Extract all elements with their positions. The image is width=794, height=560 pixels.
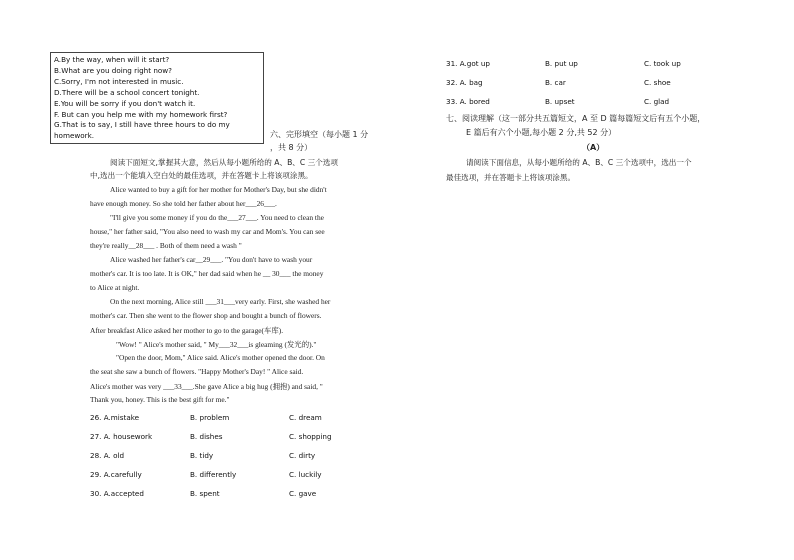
part-a-label: （A） bbox=[582, 143, 605, 152]
section7-instruction: 请阅读下面信息，从每小题所给的 A、B、C 三个选项中，选出一个 bbox=[466, 158, 692, 167]
box-option: C.Sorry, I'm not interested in music. bbox=[54, 76, 184, 86]
question-28-option-a: 28. A. old bbox=[90, 451, 125, 460]
section7-title-cont: E 篇后有六个小题,每小题 2 分,共 52 分） bbox=[466, 128, 617, 137]
passage-line: On the next morning, Alice still ___31___very early. First, she washed her bbox=[110, 297, 331, 306]
section6-title-cont: ，共 8 分） bbox=[270, 143, 313, 152]
passage-line: house," her father said, "You also need to wash my car and Mom's. You can see bbox=[90, 227, 325, 236]
question-27-option-a: 27. A. housework bbox=[90, 432, 153, 441]
question-31-option-c: C. took up bbox=[644, 59, 681, 68]
passage-line: they're really__28___ . Both of them need a wash " bbox=[90, 241, 242, 250]
question-30-option-c: C. gave bbox=[289, 489, 317, 498]
question-26-option-b: B. problem bbox=[190, 413, 230, 422]
question-32-option-c: C. shoe bbox=[644, 78, 671, 87]
passage-line: mother's car. It is too late. It is OK," her dad said when he __ 30___ the money bbox=[90, 269, 324, 278]
question-33-option-c: C. glad bbox=[644, 97, 670, 106]
question-26-option-c: C. dream bbox=[289, 413, 322, 422]
question-28-option-b: B. tidy bbox=[190, 451, 214, 460]
question-29-option-a: 29. A.carefully bbox=[90, 470, 142, 479]
box-option: E.You will be sorry if you don't watch it. bbox=[54, 98, 196, 108]
question-29-option-c: C. luckily bbox=[289, 470, 322, 479]
section6-title: 六、完形填空（每小题 1 分 bbox=[270, 130, 369, 139]
passage-line: Alice washed her father's car__29___. "You don't have to wash your bbox=[110, 255, 313, 264]
options-box bbox=[50, 52, 264, 144]
box-option: B.What are you doing right now? bbox=[54, 65, 172, 75]
passage-line: After breakfast Alice asked her mother to go to the garage(车库). bbox=[90, 326, 284, 335]
question-27-option-b: B. dishes bbox=[190, 432, 223, 441]
passage-line: "Wow! " Alice's mother said, " My___32___is gleaming (发光的)." bbox=[116, 340, 317, 349]
question-27-option-c: C. shopping bbox=[289, 432, 332, 441]
section7-instruction-cont: 最佳选项，并在答题卡上将该项涂黑。 bbox=[446, 173, 576, 182]
box-option: D.There will be a school concert tonight. bbox=[54, 87, 200, 97]
question-29-option-b: B. differently bbox=[190, 470, 237, 479]
passage-line: Thank you, honey. This is the best gift for me." bbox=[90, 395, 230, 404]
section6-instruction-cont: 中,选出一个能填入空白处的最佳选项，并在答题卡上将该项涂黑。 bbox=[90, 171, 313, 180]
box-option: homework. bbox=[54, 131, 95, 141]
question-31-option-a: 31. A.got up bbox=[446, 59, 490, 68]
passage-line: the seat she saw a bunch of flowers. "Happy Mother's Day! " Alice said. bbox=[90, 367, 304, 376]
question-30-option-a: 30. A.accepted bbox=[90, 489, 144, 498]
passage-line: Alice's mother was very ___33___.She gave Alice a big hug (拥抱) and said, " bbox=[90, 382, 323, 391]
passage-line: Alice wanted to buy a gift for her mother for Mother's Day, but she didn't bbox=[110, 185, 327, 194]
box-option: F. But can you help me with my homework first? bbox=[54, 109, 228, 119]
box-option: A.By the way, when will it start? bbox=[54, 55, 170, 64]
box-option: G.That is to say, I still have three hours to do my bbox=[54, 120, 230, 130]
passage-line: "I'll give you some money if you do the___27___. You need to clean the bbox=[110, 213, 324, 222]
question-31-option-b: B. put up bbox=[545, 59, 578, 68]
question-33-option-a: 33. A. bored bbox=[446, 97, 490, 106]
question-32-option-b: B. car bbox=[545, 78, 566, 87]
passage-line: have enough money. So she told her father about her___26___. bbox=[90, 199, 277, 208]
question-33-option-b: B. upset bbox=[545, 97, 575, 106]
section7-title: 七、阅读理解（这一部分共五篇短文，A 至 D 篇每篇短文后有五个小题， bbox=[446, 114, 706, 123]
passage-line: mother's car. Then she went to the flower shop and bought a bunch of flowers. bbox=[90, 311, 322, 320]
passage-line: to Alice at night. bbox=[90, 283, 140, 292]
question-32-option-a: 32. A. bag bbox=[446, 78, 483, 87]
question-28-option-c: C. dirty bbox=[289, 451, 316, 460]
passage-line: "Open the door, Mom," Alice said. Alice's mother opened the door. On bbox=[116, 353, 325, 362]
section6-instruction: 阅读下面短文,掌握其大意，然后从每小题所给的 A、B、C 三个选项 bbox=[110, 158, 338, 167]
question-30-option-b: B. spent bbox=[190, 489, 220, 498]
question-26-option-a: 26. A.mistake bbox=[90, 413, 140, 422]
